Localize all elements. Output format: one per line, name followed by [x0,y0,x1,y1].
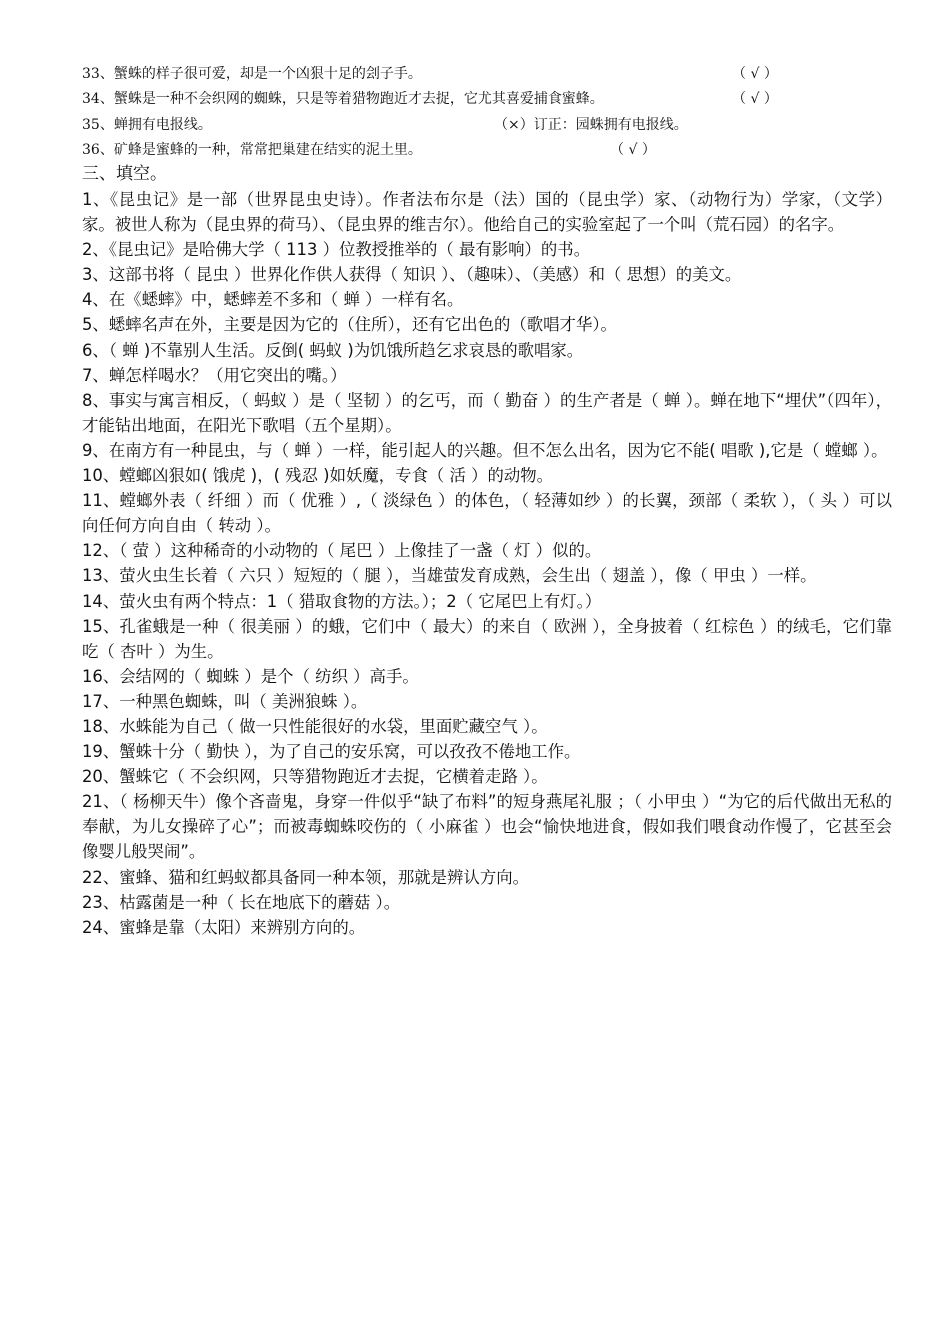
fill-item-24: 24、蜜蜂是靠（太阳）来辨别方向的。 [82,917,366,937]
tf-item-answer: （×）订正：园蛛拥有电报线。 [494,117,688,133]
fill-item-9: 9、在南方有一种昆虫，与（ 蝉 ）一样，能引起人的兴趣。但不怎么出名，因为它不能( 唱歌 ),它是（ 螳螂 ）。 [82,440,888,460]
tf-item-answer: （ √ ） [610,142,656,158]
fill-item-18: 18、水蛛能为自己（ 做一只性能很好的水袋，里面贮藏空气 ）。 [82,716,548,736]
fill-item-3: 3、这部书将（ 昆虫 ）世界化作供人获得（ 知识 ）、（趣味）、（美感）和（ 思想）的美文。 [82,265,742,285]
fill-item-16: 16、会结网的（ 蜘蛛 ）是个（ 纺织 ）高手。 [82,666,419,686]
fill-item-11: 11、螳螂外表（ 纤细 ）而（ 优雅 ）,（ 淡绿色 ）的体色，（ 轻薄如纱 ）的长翼，颈部（ 柔软 ），（ 头 ）可以向任何方向自由（ 转动 ）。 [82,491,892,536]
fill-item-12: 12、（ 萤 ）这种稀奇的小动物的（ 尾巴 ）上像挂了一盏（ 灯 ）似的。 [82,541,602,561]
tf-item-33 [82,64,778,84]
tf-item-text: 35、蝉拥有电报线。 [82,117,212,133]
fill-item-8: 8、事实与寓言相反，（ 蚂蚁 ）是（ 坚韧 ）的乞丐，而（ 勤奋 ）的生产者是（ 蝉 ）。蝉在地下“埋伏”（四年），才能钻出地面，在阳光下歌唱（五个星期）。 [82,390,892,435]
fill-item-13: 13、萤火虫生长着（ 六只 ）短短的（ 腿 ），当雄萤发育成熟，会生出（ 翅盖 ），像（ 甲虫 ）一样。 [82,566,817,586]
tf-item-36 [82,140,656,160]
fill-item-2: 2、《昆虫记》是哈佛大学（ 113 ）位教授推举的（ 最有影响）的书。 [82,240,591,260]
fill-item-15: 15、孔雀蛾是一种（ 很美丽 ）的蛾，它们中（ 最大）的来自（ 欧洲 ），全身披着（ 红棕色 ）的绒毛，它们靠吃（ 杏叶 ）为生。 [82,616,892,661]
fill-item-7: 7、蝉怎样喝水？（用它突出的嘴。） [82,365,347,385]
fill-in-list [82,187,892,940]
tf-item-34 [82,89,778,109]
fill-item-17: 17、一种黑色蜘蛛，叫（ 美洲狼蛛 ）。 [82,691,368,711]
tf-item-answer: （ √ ） [732,66,778,82]
fill-item-14: 14、萤火虫有两个特点：1（ 猎取食物的方法。）；2（ 它尾巴上有灯。） [82,591,602,611]
fill-item-5: 5、蟋蟀名声在外，主要是因为它的（住所），还有它出色的（歌唱才华）。 [82,315,617,335]
fill-item-19: 19、蟹蛛十分（ 勤快 ），为了自己的安乐窝，可以孜孜不倦地工作。 [82,742,581,762]
tf-item-text: 34、蟹蛛是一种不会织网的蜘蛛，只是等着猎物跑近才去捉，它尤其喜爱捕食蜜蜂。 [82,91,604,107]
fill-item-6: 6、（ 蝉 )不靠别人生活。反倒( 蚂蚁 )为饥饿所趋乞求哀恳的歌唱家。 [82,340,584,360]
fill-item-10: 10、螳螂凶狠如( 饿虎 )，( 残忍 )如妖魔，专食（ 活 ）的动物。 [82,466,554,486]
tf-item-answer: （ √ ） [732,91,778,107]
fill-item-23: 23、枯露菌是一种（ 长在地底下的蘑菇 ）。 [82,892,401,912]
fill-item-1: 1、《昆虫记》是一部（世界昆虫史诗）。作者法布尔是（法）国的（昆虫学）家、（动物行为）学家，（文学）家。被世人称为（昆虫界的荷马）、（昆虫界的维吉尔）。他给自己的实验室起了一个叫（荒石园）的名字。 [82,190,892,235]
fill-item-22: 22、蜜蜂、猫和红蚂蚁都具备同一种本领，那就是辨认方向。 [82,867,530,887]
tf-item-text: 33、蟹蛛的样子很可爱，却是一个凶狠十足的刽子手。 [82,66,422,82]
section-heading: 三、填空。 [82,164,167,184]
fill-item-20: 20、蟹蛛它（ 不会织网，只等猎物跑近才去捉，它横着走路 ）。 [82,767,548,787]
fill-item-21: 21、（ 杨柳天牛）像个吝啬鬼，身穿一件似乎“缺了布料”的短身燕尾礼服 ；（ 小甲虫 ）“为它的后代做出无私的奉献，为儿女操碎了心”；而被毒蜘蛛咬伤的（ 小麻雀 ）也会“愉快地进食，假如我们喂食动作慢了，它甚至会像婴儿般哭闹”。 [82,792,892,862]
tf-item-35 [82,115,688,135]
fill-item-4: 4、在《蟋蟀》中，蟋蟀差不多和（ 蝉 ）一样有名。 [82,290,464,310]
tf-item-text: 36、矿蜂是蜜蜂的一种，常常把巢建在结实的泥土里。 [82,142,422,158]
